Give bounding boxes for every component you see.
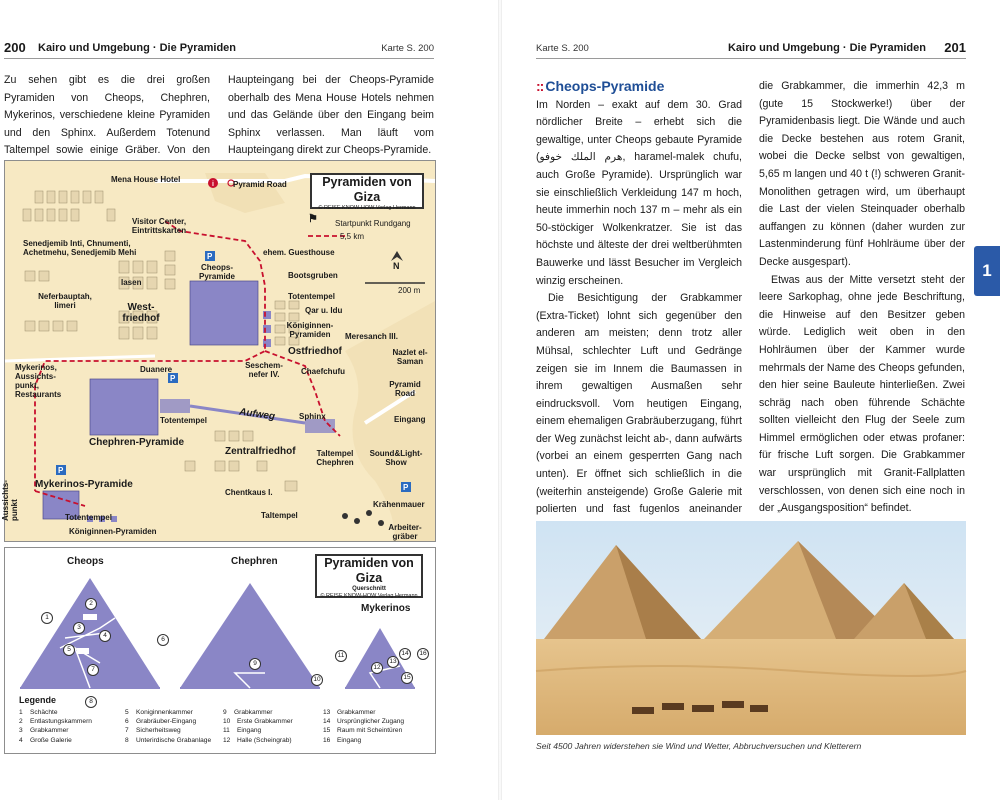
legend-start: Startpunkt Rundgang [335, 219, 411, 228]
label-totentempel-mykerinos: Totentempel [65, 513, 112, 522]
label-chentkaus: Chentkaus I. [225, 488, 273, 497]
marker: 16 [417, 648, 429, 660]
parking-icon: P [170, 374, 176, 383]
label-sphinx: Sphinx [299, 412, 326, 421]
marker: 4 [99, 630, 111, 642]
label-chephren: Chephren-Pyramide [89, 437, 185, 448]
marker: 2 [85, 598, 97, 610]
section-title: Pyramiden von Giza [324, 556, 414, 585]
label-iasen: Iasen [121, 278, 142, 287]
photo-illustration [536, 521, 966, 735]
marker: 9 [249, 658, 261, 670]
parking-icon: P [207, 252, 213, 261]
paragraph: Im Norden – exakt auf dem 30. Grad nördlicher Breite – erhebt sich die gewaltige, unter Cheops gebaute Pyramide (هرم الملك خوفو, haramel-malek chufu, auch Große Pyramide). Ursprünglich war sie einschließlich Verkleidung 147 m hoch, heute immerhin noch 137 m – mehr als ein 50-stöckiger Wolkenkratzer. Sie ist das höchste und älteste der drei weltberühmten Bauwerke und lässt Besucher im Vergleich winzig erscheinen. [536, 98, 743, 287]
legend-title: Legende [19, 695, 57, 705]
label-seschemnefer: Seschem-nefer IV. [245, 361, 283, 379]
chephren-pyramid-shape [90, 379, 158, 435]
parking-icon: P [403, 483, 409, 492]
svg-text:i: i [212, 181, 214, 188]
label-aufweg: Aufweg [238, 406, 276, 423]
hiker-icon: ⚑ [308, 213, 318, 225]
right-page-header [536, 38, 966, 59]
page-number: 201 [944, 40, 966, 55]
label-nazlet: Nazlet el-Saman [392, 348, 428, 366]
section-subtitle: Querschnitt [352, 586, 386, 592]
label-meresanch: Meresanch III. [345, 332, 398, 341]
left-column-2 [228, 72, 434, 160]
map-reference: Karte S. 200 [536, 43, 589, 54]
scale-label: 200 m [398, 286, 421, 295]
heading-text: Cheops-Pyramide [545, 78, 665, 94]
legend-distance: 5,5 km [340, 232, 365, 241]
paragraph: die Grabkammer, die immerhin 42,3 m (gute 15 Stockwerke!) über der Pyramidenbasis liegt. Die Wände und auch die Decke bestehen aus rotem Granit, wobei die Decke selbst von gewaltigen, 5,65 m langen und 40 t (!) schweren Granit-Monolithen getragen wird, um überhaupt die Last der vielen Steinquader oberhalb auffangen zu können (daher wurden zur Lastenminderung fünf Hohlräume über der Decke ausgespart). [759, 80, 965, 268]
label-koeniginnen-cheops: Königinnen-Pyramiden [286, 321, 334, 339]
legend-column-1: 1 Schächte 2 Entlastungskammern 3 Grabkammer 4 Große Galerie [19, 709, 92, 744]
marker: 12 [371, 662, 383, 674]
legend-column-3: 9 Grabkammer 10 Erste Grabkammer 11 Eingang 12 Halle (Scheingrab) [223, 709, 293, 744]
label-bootsgruben: Bootsgruben [288, 271, 338, 280]
marker: 6 [157, 634, 169, 646]
label-mykerinos-section: Mykerinos [361, 603, 411, 614]
map-reference: Karte S. 200 [381, 43, 434, 54]
label-pyramid-road-east: Pyramid Road [389, 380, 421, 398]
label-aussichtspunkt: Aussichts-punkt [1, 480, 19, 521]
label-duanere: Duanere [140, 365, 173, 374]
label-westfriedhof: West-friedhof [122, 302, 160, 324]
marker: 10 [311, 674, 323, 686]
label-neferbauptah: Neferbauptah, Iimeri [38, 292, 92, 310]
north-arrow: N [393, 261, 400, 271]
label-mykerinos: Mykerinos-Pyramide [35, 479, 133, 490]
label-taltempel: Taltempel [261, 511, 298, 520]
label-ostfriedhof: Ostfriedhof [288, 346, 342, 357]
photo-caption: Seit 4500 Jahren widerstehen sie Wind und Wetter, Abbruchversuchen und Kletterern [536, 741, 862, 751]
label-guesthouse: ehem. Guesthouse [263, 248, 335, 257]
label-totentempel-cheops: Totentempel [288, 292, 335, 301]
label-sound-light: Sound&Light-Show [369, 449, 423, 467]
label-pyramid-road: Pyramid Road [233, 180, 287, 189]
page-number: 200 [4, 40, 26, 55]
map-title: Pyramiden von Giza [322, 175, 412, 204]
marker: 14 [399, 648, 411, 660]
section-heading [536, 78, 742, 96]
label-koeniginnen-mykerinos: Königinnen-Pyramiden [69, 527, 157, 536]
section-copyright: © REISE KNOW-HOW Verlag Hermann [320, 593, 418, 599]
marker: 5 [63, 644, 75, 656]
marker: 7 [87, 664, 99, 676]
label-kraehenmauer: Krähenmauer [373, 500, 425, 509]
section-marker: :: [536, 78, 544, 94]
paragraph: Zu sehen gibt es die drei großen Pyramiden von Cheops, Chephren, Mykerinos, verschiedene kleine Pyramiden und den Sphinx. Außerdem Totenund Taltempel sowie einige Gräber. Von den [4, 74, 210, 157]
label-eingang: Eingang [394, 415, 426, 424]
running-title: Kairo und Umgebung · Die Pyramiden [727, 42, 926, 54]
map-copyright: © REISE KNOW-HOW Verlag Hermann [318, 205, 416, 211]
label-arbeitergraeber: Arbeiter-gräber [388, 523, 422, 541]
section-title-box [315, 554, 423, 598]
marker: 3 [73, 622, 85, 634]
giza-map [1, 160, 436, 542]
label-totentempel-chephren: Totentempel [160, 416, 207, 425]
paragraph: Die Besichtigung der Grabkammer (Extra-Ticket) lohnt sich gegenüber den anderen am meisten; denn trotz aller Mühsal, schlechter Luft und Gedränge zeigen sie im Innem die Baumassen in ihrem gewaltigen Ausmaßen sehr eindrucksvoll. Vom heutigen Eingang, einem ehemaligen Grabräuberzugang, führt der Weg zunächst leicht ab-, dann aufwärts (vorbei an einem gesperrten Gang nach unten). Er öffnet sich schließlich in die (weiterhin ansteigende) Große Galerie mit polierten und fast fugenlos aneinander [536, 292, 742, 516]
marker: 15 [401, 672, 413, 684]
label-visitor-center: Visitor Center, Eintrittskarten [131, 217, 187, 235]
label-chephren-section: Chephren [231, 556, 278, 567]
label-zentralfriedhof: Zentralfriedhof [225, 446, 296, 457]
left-page-header [4, 38, 434, 59]
paragraph: Etwas aus der Mitte versetzt steht der leere Sarkophag, ohne jede Beschriftung, die Hinweise auf den Besitzer geben würde. Lediglich weit oben in den Hohlräumen über der Kammer wurde mehrmals der Name des Cheops gefunden, den hier seine Bauleute hinterließen. Zwei schräg nach oben führende Schächte sollten vielleicht den Flug der Seele zum Himmel ermöglichen oder etwas profaner: für frische Luft sorgen. Die Grabkammer war ursprünglich mit Granit-Fallplatten verschlossen, von denen sich eine noch in der „Ausgangsposition“ befindet. [759, 273, 965, 515]
label-senedjemib: Senedjemib Inti, Chnumenti, Achetmehu, Senedjemib Mehi [23, 239, 137, 257]
label-cheops: Cheops-Pyramide [198, 263, 236, 281]
running-title: Kairo und Umgebung · Die Pyramiden [38, 42, 237, 54]
label-taltempel-chephren: Taltempel Chephren [316, 449, 354, 467]
chapter-tab: 1 [974, 246, 1000, 296]
parking-icon: P [58, 466, 64, 475]
marker: 13 [387, 656, 399, 668]
cheops-pyramid-shape [190, 281, 258, 345]
legend-column-4: 13 Grabkammer 14 Ursprünglicher Zugang 15 Raum mit Scheintüren 16 Eingang [323, 709, 405, 744]
pyramids-photo [536, 521, 966, 735]
marker: 1 [41, 612, 53, 624]
pyramid-cross-section [4, 547, 436, 754]
label-mena-house: Mena House Hotel [111, 175, 181, 184]
map-title-box [310, 173, 424, 209]
legend-column-2: 5 Koniginnenkammer 6 Grabräuber-Eingang 7 Sicherheitsweg 8 Unterirdische Grabanlage [125, 709, 212, 744]
marker: 11 [335, 650, 347, 662]
label-cheops-section: Cheops [67, 556, 104, 567]
label-mykerinos-aussichtspunkt: Mykerinos, Aussichts-punkt, Restaurants [15, 363, 62, 399]
label-qar-idu: Qar u. Idu [305, 306, 343, 315]
marker: 8 [85, 696, 97, 708]
paragraph: Haupteingang bei der Cheops-Pyramide oberhalb des Mena House Hotels nehmen und das Gelände über den Eingang beim Sphinx verlassen. Man läuft vom Haupteingang direkt zur Cheops-Pyramide. [228, 74, 434, 157]
label-chaefchufu: Chaefchufu [301, 367, 345, 376]
